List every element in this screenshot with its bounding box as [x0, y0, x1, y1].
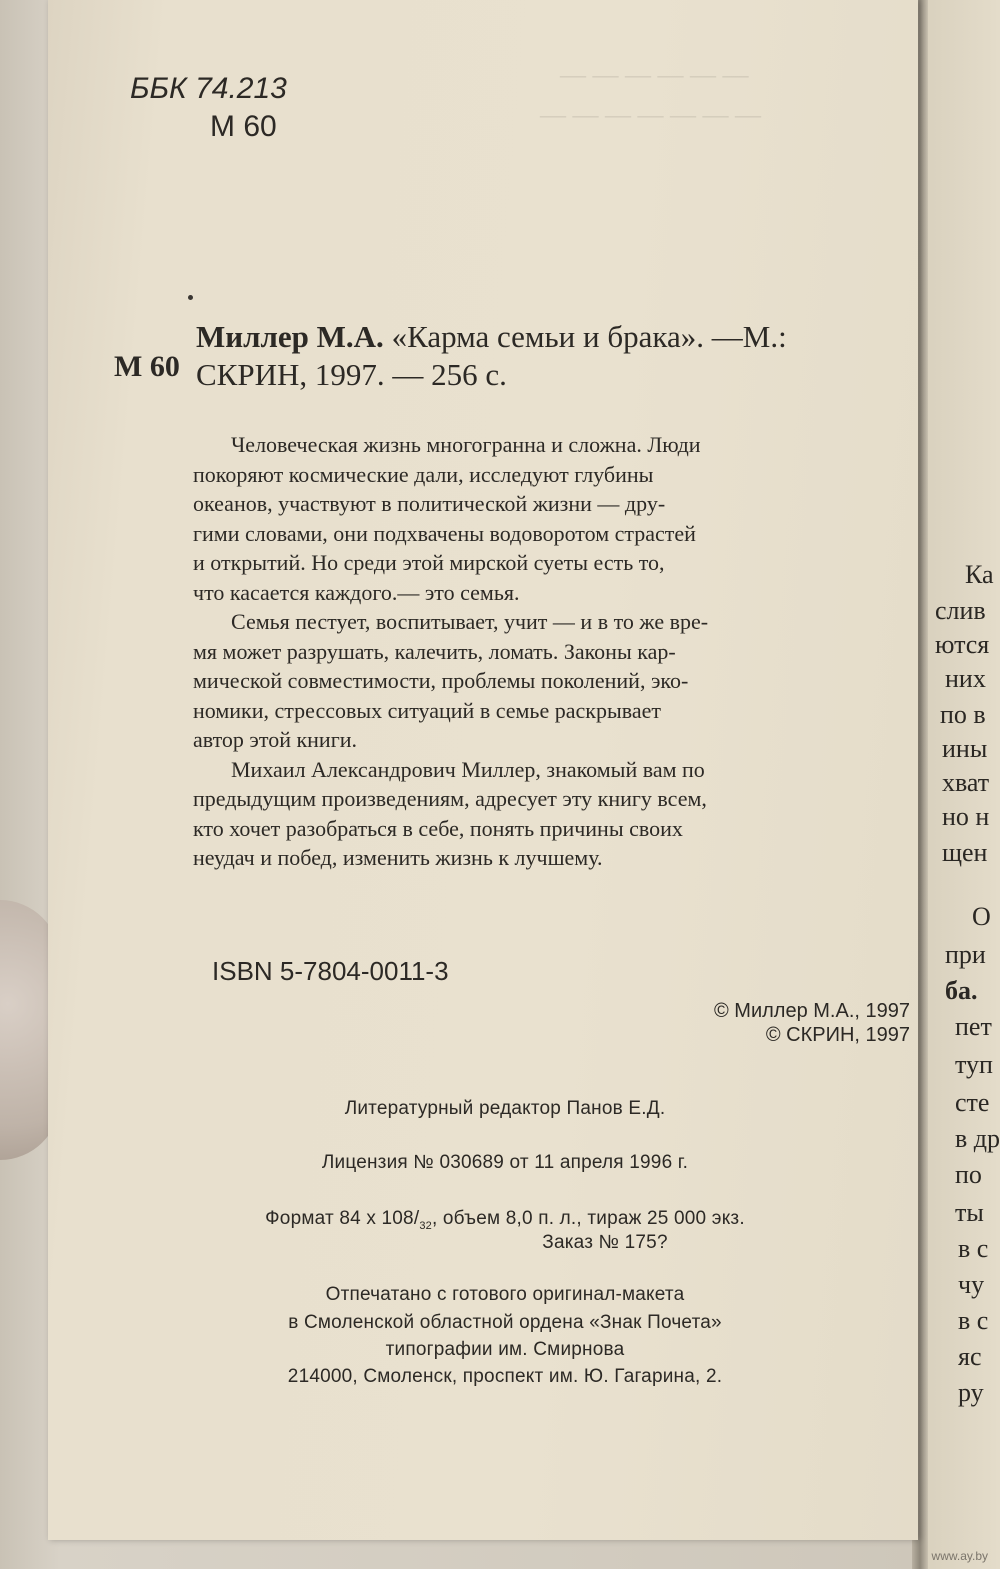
book-title: «Карма семьи и брака». —М.: — [391, 319, 787, 354]
format-line — [180, 1208, 830, 1232]
abstract-line: автор этой книги. — [193, 727, 358, 752]
next-page-fragment: туп — [955, 1050, 993, 1079]
author-mark-top: М 60 — [210, 110, 277, 143]
abstract-line: океанов, участвуют в политической жизни — дру- — [193, 491, 666, 516]
next-page-fragment: ины — [942, 734, 988, 763]
abstract-line: Человеческая жизнь многогранна и сложна. Люди — [231, 432, 701, 457]
next-page-fragment: ты — [955, 1198, 984, 1227]
next-page-fragment: них — [945, 664, 986, 693]
next-page-fragment: Ка — [965, 560, 994, 589]
abstract-line: что касается каждого.— это семья. — [193, 579, 520, 605]
abstract-line: кто хочет разобраться в себе, понять причины своих — [193, 815, 683, 841]
abstract-line: мической совместимости, проблемы поколений, эко- — [193, 668, 689, 693]
publication-line: СКРИН, 1997. — 256 с. — [196, 357, 507, 392]
next-page-fragment: ются — [935, 630, 990, 659]
next-page-fragment: ба. — [945, 976, 978, 1005]
abstract-line: мя может разрушать, калечить, ломать. Законы кар- — [193, 638, 676, 664]
printed-line: Отпечатано с готового оригинал-макета — [325, 1284, 685, 1305]
bbk-code: ББК 74.213 — [130, 72, 287, 105]
next-page-fragment: яс — [958, 1342, 982, 1371]
next-page-fragment: но н — [942, 802, 990, 831]
abstract-line: номики, стрессовых ситуаций в семье раскрывает — [193, 697, 661, 723]
abstract-line: и открытий. Но среди этой мирской суеты есть то, — [193, 550, 665, 575]
abstract-paragraph-3 — [193, 755, 905, 873]
abstract-line: неудач и побед, изменить жизнь к лучшему. — [193, 845, 603, 870]
abstract-line: гими словами, они подхвачены водоворотом страстей — [193, 520, 696, 546]
copyright-publisher: © СКРИН, 1997 — [765, 1024, 910, 1046]
dot-mark — [188, 295, 193, 300]
format-rest: , объем 8,0 п. л., тираж 25 000 экз. — [431, 1208, 745, 1229]
abstract-paragraph-2 — [193, 607, 905, 755]
next-page-fragment: ру — [958, 1378, 984, 1407]
format-text: Формат 84 х 108/ — [265, 1208, 420, 1229]
abstract-line: покоряют космические дали, исследуют глубины — [193, 461, 654, 487]
bibliographic-heading — [196, 318, 787, 394]
copyright-author: © Миллер М.А., 1997 — [714, 1000, 910, 1022]
watermark: www.ay.by — [931, 1549, 988, 1563]
next-page-fragment: сте — [955, 1088, 990, 1117]
next-page-fragment: хват — [942, 768, 990, 797]
abstract-line: предыдущим произведениям, адресует эту книгу всем, — [193, 786, 707, 811]
next-page-fragment: щен — [942, 838, 988, 867]
isbn: ISBN 5-7804-0011-3 — [212, 956, 449, 986]
next-page-fragment: пет — [955, 1012, 992, 1041]
author-mark-code: М 60 — [114, 350, 180, 383]
abstract-paragraph-1 — [193, 430, 905, 607]
next-page-fragment: при — [945, 940, 986, 969]
printed-line: типографии им. Смирнова — [385, 1339, 625, 1360]
next-page-fragment: по в — [940, 700, 986, 729]
show-through-text: — — — — — — — — [540, 100, 761, 129]
format-subscript: 32 — [419, 1219, 432, 1232]
abstract — [193, 430, 905, 873]
next-page-fragment: в с — [958, 1234, 989, 1263]
abstract-line: Семья пестует, воспитывает, учит — и в то же вре- — [231, 609, 709, 634]
next-page-fragment: в с — [958, 1306, 989, 1335]
printed-line: в Смоленской областной ордена «Знак Почета» — [288, 1312, 722, 1333]
next-page-fragment: в др — [955, 1124, 1000, 1153]
next-page-fragment: чу — [958, 1270, 985, 1299]
next-page-fragment: слив — [935, 596, 986, 625]
author-name: Миллер М.А. — [196, 319, 384, 354]
printed-line: 214000, Смоленск, проспект им. Ю. Гагарина, 2. — [287, 1366, 723, 1387]
next-page-fragment: по — [955, 1160, 982, 1189]
license: Лицензия № 030689 от 11 апреля 1996 г. — [321, 1152, 689, 1173]
literary-editor: Литературный редактор Панов Е.Д. — [344, 1098, 666, 1119]
abstract-line: Михаил Александрович Миллер, знакомый вам по — [231, 756, 705, 782]
next-page-fragment: О — [972, 902, 991, 931]
show-through-text: — — — — — — — [560, 60, 749, 89]
order-number: Заказ № 175? — [542, 1232, 668, 1253]
